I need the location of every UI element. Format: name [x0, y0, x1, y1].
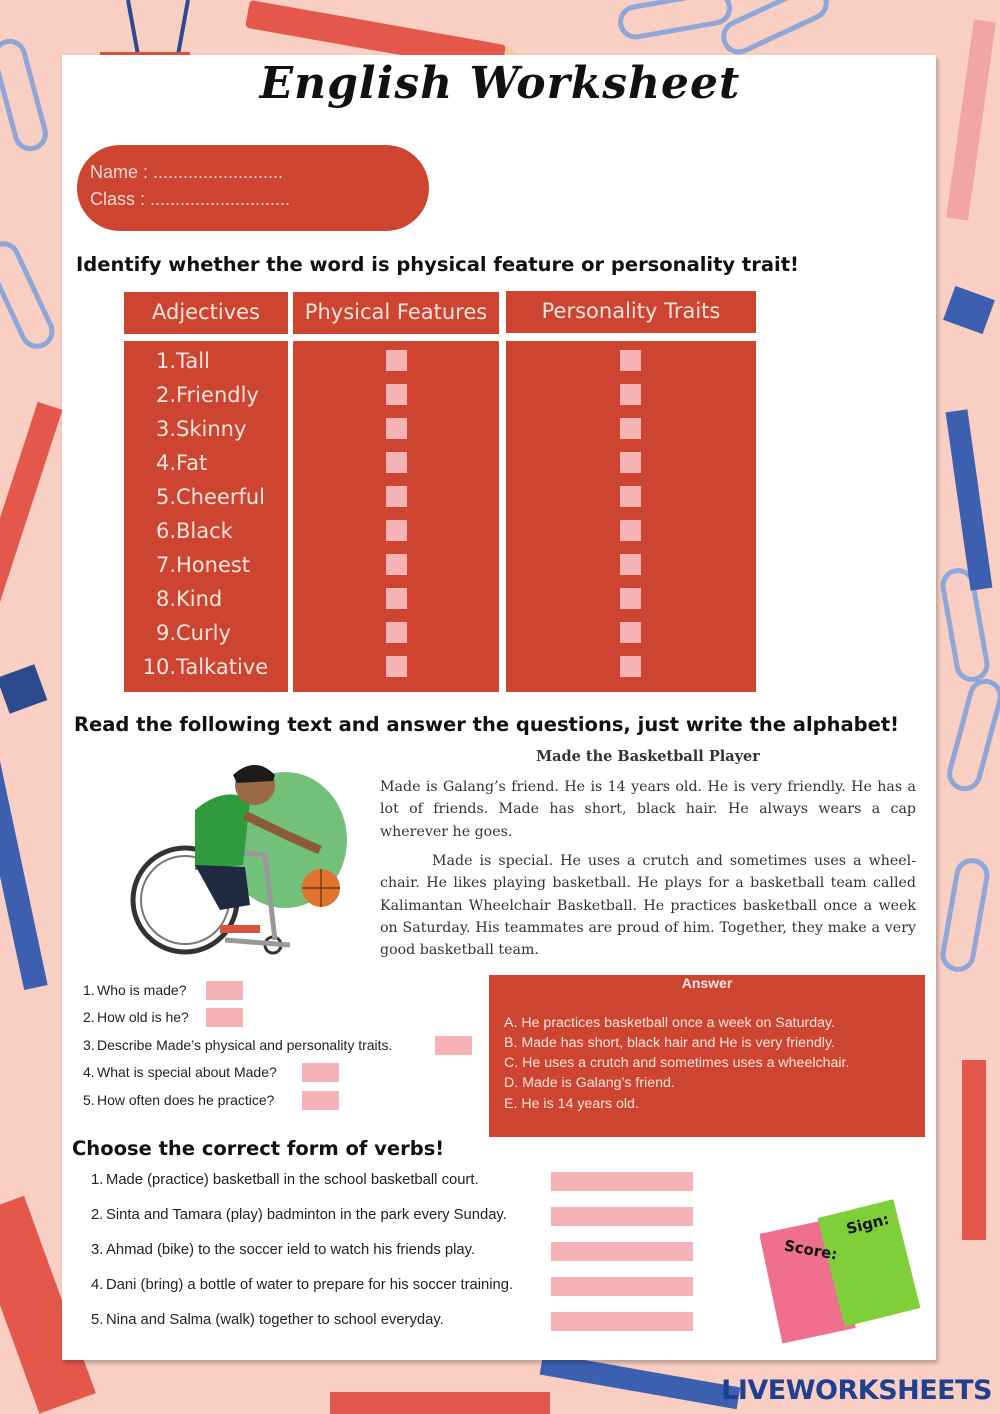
physical-feature-checkbox[interactable]	[386, 588, 407, 609]
question-number: 4.	[83, 1064, 95, 1080]
adjective-number: 7.	[155, 553, 176, 577]
question-item	[83, 1037, 392, 1053]
adjective-row	[124, 349, 210, 373]
adjective-row	[124, 485, 265, 509]
adjective-word: Black	[176, 519, 233, 543]
adjective-row	[124, 383, 259, 407]
question-text: What is special about Made?	[97, 1064, 277, 1080]
section3-instruction: Choose the correct form of verbs!	[72, 1137, 445, 1160]
physical-feature-checkbox[interactable]	[386, 622, 407, 643]
adjective-number: 8.	[155, 587, 176, 611]
physical-feature-checkbox[interactable]	[386, 554, 407, 575]
column-header-physical: Physical Features	[304, 300, 488, 324]
personality-trait-checkbox[interactable]	[620, 520, 641, 541]
answer-input-box[interactable]	[206, 981, 243, 1000]
verb-item	[91, 1172, 479, 1188]
answer-input-box[interactable]	[435, 1036, 472, 1055]
verb-answer-box[interactable]	[551, 1242, 693, 1261]
adjective-word: Cheerful	[176, 485, 265, 509]
personality-trait-checkbox[interactable]	[620, 486, 641, 507]
personality-trait-checkbox[interactable]	[620, 622, 641, 643]
question-number: 2.	[83, 1009, 95, 1025]
score-label: Score:	[782, 1236, 839, 1264]
personality-trait-checkbox[interactable]	[620, 588, 641, 609]
answer-option: D. Made is Galang’s friend.	[504, 1075, 675, 1091]
verb-answer-box[interactable]	[551, 1312, 693, 1331]
answer-option: C. He uses a crutch and sometimes uses a wheelchair.	[504, 1055, 850, 1071]
personality-trait-checkbox[interactable]	[620, 418, 641, 439]
verb-text: Sinta and Tamara (play) badminton in the park every Sunday.	[106, 1207, 507, 1223]
adjective-row	[124, 451, 207, 475]
verb-number: 1.	[91, 1172, 104, 1188]
verb-item	[91, 1277, 513, 1293]
verb-text: Made (practice) basketball in the school basketball court.	[106, 1172, 479, 1188]
adjective-row	[124, 655, 268, 679]
adjective-word: Tall	[176, 349, 210, 373]
question-text: Describe Made’s physical and personality traits.	[97, 1037, 393, 1053]
section1-instruction: Identify whether the word is physical feature or personality trait!	[76, 253, 799, 276]
personality-trait-checkbox[interactable]	[620, 350, 641, 371]
question-number: 5.	[83, 1092, 95, 1108]
verb-answer-box[interactable]	[551, 1277, 693, 1296]
adjective-number: 9.	[155, 621, 176, 645]
verb-number: 3.	[91, 1242, 104, 1258]
question-number: 3.	[83, 1037, 95, 1053]
adjective-number: 10.	[142, 655, 176, 679]
verb-item	[91, 1242, 475, 1258]
question-item	[83, 1064, 277, 1080]
sign-label: Sign:	[844, 1210, 891, 1238]
adjective-number: 2.	[155, 383, 176, 407]
adjective-row	[124, 519, 233, 543]
name-field[interactable]: Name : ..........................	[90, 162, 284, 182]
answer-option: B. Made has short, black hair and He is very friendly.	[504, 1035, 835, 1051]
question-text: Who is made?	[97, 982, 187, 998]
adjective-number: 6.	[155, 519, 176, 543]
physical-feature-checkbox[interactable]	[386, 486, 407, 507]
answer-panel	[489, 975, 925, 1137]
verb-text: Dani (bring) a bottle of water to prepare for his soccer training.	[106, 1277, 514, 1293]
physical-feature-checkbox[interactable]	[386, 418, 407, 439]
adjective-row	[124, 417, 246, 441]
adjective-word: Fat	[176, 451, 208, 475]
class-field[interactable]: Class : ............................	[90, 189, 291, 209]
pencil-icon	[330, 1353, 740, 1414]
binder-clip-icon	[943, 286, 995, 334]
adjective-row	[124, 621, 231, 645]
question-item	[83, 1092, 274, 1108]
story-title: Made the Basketball Player	[536, 748, 760, 765]
personality-trait-checkbox[interactable]	[620, 656, 641, 677]
question-item	[83, 982, 186, 998]
adjective-number: 4.	[155, 451, 176, 475]
verb-number: 5.	[91, 1312, 104, 1328]
column-header-adjectives: Adjectives	[152, 300, 260, 324]
physical-feature-checkbox[interactable]	[386, 520, 407, 541]
page-title: English Worksheet	[259, 58, 741, 109]
question-text: How old is he?	[97, 1009, 189, 1025]
adjective-word: Kind	[176, 587, 223, 611]
adjective-number: 5.	[155, 485, 176, 509]
binder-clip-icon	[0, 664, 47, 713]
question-number: 1.	[83, 982, 95, 998]
personality-trait-checkbox[interactable]	[620, 452, 641, 473]
adjective-word: Skinny	[176, 417, 247, 441]
adjective-list	[124, 0, 288, 700]
liveworksheets-watermark: LIVEWORKSHEETS	[721, 1375, 992, 1406]
answer-input-box[interactable]	[206, 1008, 243, 1027]
adjective-row	[124, 587, 222, 611]
answer-option: E. He is 14 years old.	[504, 1096, 639, 1112]
physical-feature-checkbox[interactable]	[386, 656, 407, 677]
adjective-number: 1.	[155, 349, 176, 373]
adjective-word: Talkative	[176, 655, 269, 679]
answer-input-box[interactable]	[302, 1091, 339, 1110]
adjective-word: Curly	[176, 621, 231, 645]
question-text: How often does he practice?	[97, 1092, 275, 1108]
adjective-word: Honest	[176, 553, 251, 577]
personality-trait-checkbox[interactable]	[620, 554, 641, 575]
physical-feature-checkbox[interactable]	[386, 452, 407, 473]
adjective-word: Friendly	[176, 383, 259, 407]
adjective-number: 3.	[155, 417, 176, 441]
physical-feature-checkbox[interactable]	[386, 350, 407, 371]
column-header-personality: Personality Traits	[541, 299, 721, 323]
adjective-row	[124, 553, 250, 577]
physical-feature-checkbox[interactable]	[386, 384, 407, 405]
section2-instruction: Read the following text and answer the questions, just write the alphabet!	[74, 713, 900, 736]
answer-input-box[interactable]	[302, 1063, 339, 1082]
verb-answer-box[interactable]	[551, 1207, 693, 1226]
verb-answer-box[interactable]	[551, 1172, 693, 1191]
verb-number: 4.	[91, 1277, 104, 1293]
verb-item	[91, 1207, 507, 1223]
story-paragraph-2: Made is special. He uses a crutch and sometimes uses a wheel-chair. He likes playing basketball. He plays for a basketball team called Kalimantan Wheelchair Basketball. He practices basketball once a week on Saturday. His teammates are proud of him. Together, they make a very good basketball team.	[380, 853, 916, 959]
personality-trait-checkbox[interactable]	[620, 384, 641, 405]
story-paragraph-1: Made is Galang’s friend. He is 14 years old. He is very friendly. He has a lot of friends. Made has short, black hair. He always wears a cap wherever he goes.	[380, 779, 916, 840]
wheelchair-basketball-illustration	[125, 755, 355, 960]
answer-option: A. He practices basketball once a week on Saturday.	[504, 1015, 835, 1031]
question-item	[83, 1009, 189, 1025]
verb-number: 2.	[91, 1207, 104, 1223]
answer-title: Answer	[681, 975, 733, 991]
verb-text: Ahmad (bike) to the soccer ield to watch his friends play.	[106, 1242, 475, 1258]
verb-item	[91, 1312, 444, 1328]
verb-text: Nina and Salma (walk) together to school everyday.	[106, 1312, 444, 1328]
